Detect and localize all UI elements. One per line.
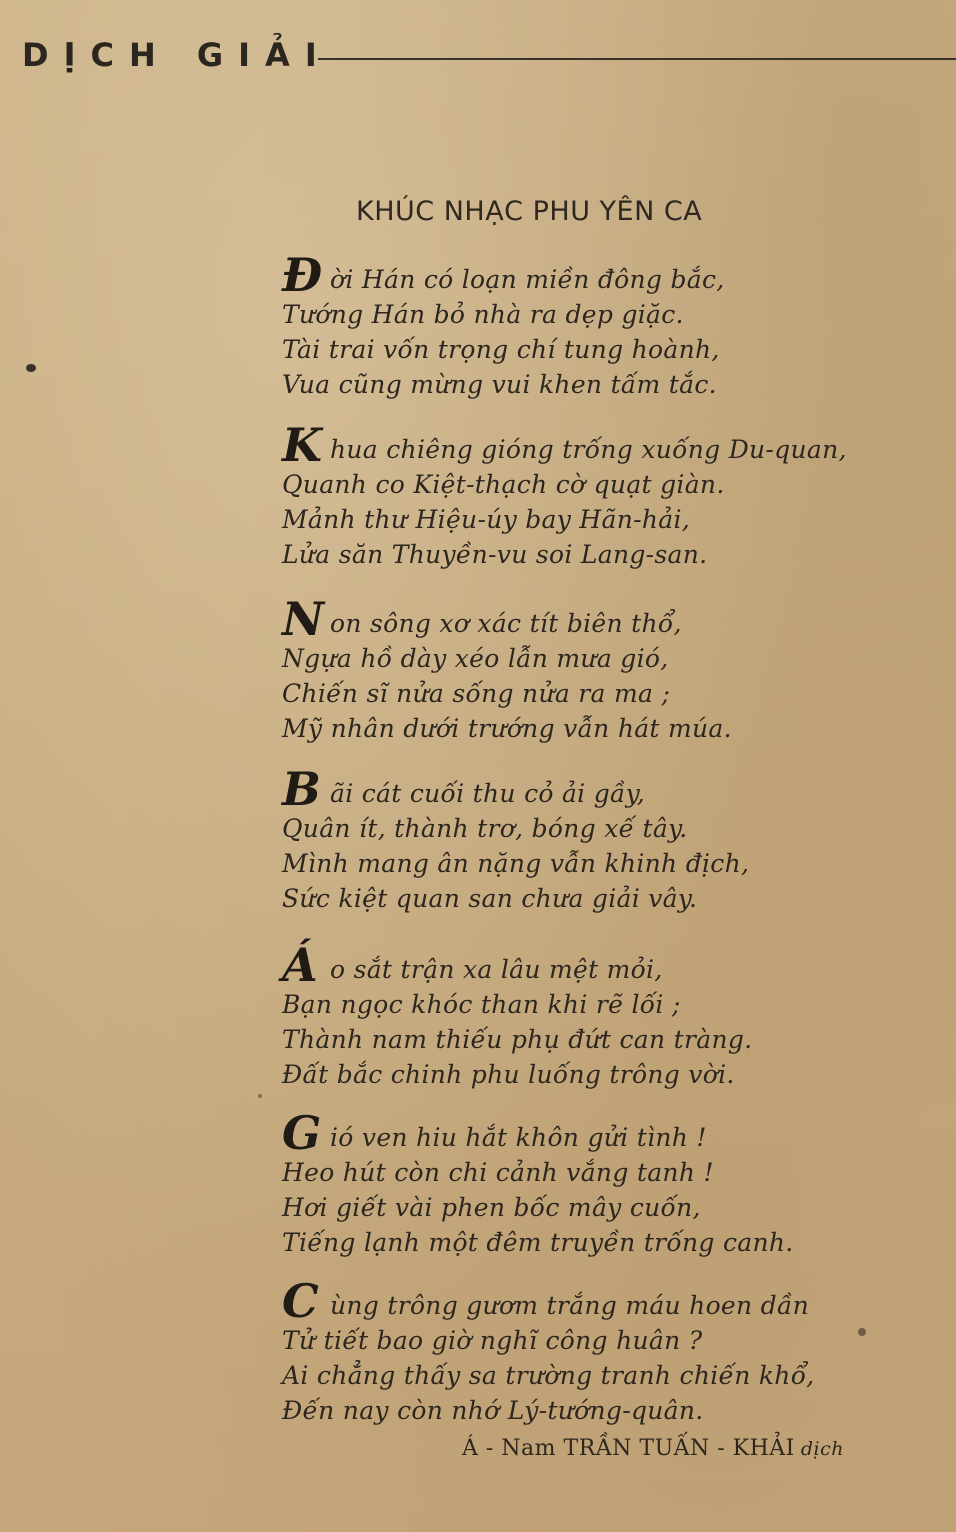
line-text: ió ven hiu hắt khôn gửi tình !	[330, 1123, 707, 1152]
poem-line: Sức kiệt quan san chưa giải vây.	[282, 884, 698, 913]
stanza-1	[282, 248, 922, 402]
line-text: ùng trông gươm trắng máu hoen dần	[330, 1291, 809, 1320]
poem-line	[282, 762, 922, 816]
poem-line	[282, 1274, 922, 1328]
poem-line: Quanh co Kiệt-thạch cờ quạt giàn.	[282, 470, 725, 499]
stanza-2	[282, 418, 922, 572]
translator-suffix: dịch	[800, 1438, 844, 1460]
stanza-5	[282, 938, 922, 1092]
poem-line	[282, 248, 922, 302]
poem-line: Quân ít, thành trơ, bóng xế tây.	[282, 814, 688, 843]
poem-line: Mình mang ân nặng vẫn khinh địch,	[282, 849, 750, 878]
stanza-3	[282, 592, 922, 746]
poem-line: Mỹ nhân dưới trướng vẫn hát múa.	[282, 714, 732, 743]
drop-cap: C	[282, 1274, 319, 1328]
drop-cap: G	[282, 1106, 322, 1160]
header-rule	[318, 58, 956, 60]
paper-speck	[858, 1328, 866, 1336]
paper-speck	[26, 364, 36, 372]
poem-line: Tử tiết bao giờ nghĩ công huân ?	[282, 1326, 703, 1355]
poem-line	[282, 592, 922, 646]
line-text: ời Hán có loạn miền đông bắc,	[330, 265, 725, 294]
poem-line: Đất bắc chinh phu luống trông vời.	[282, 1060, 735, 1089]
line-text: hua chiêng gióng trống xuống Du-quan,	[330, 435, 847, 464]
drop-cap: Á	[282, 938, 318, 992]
poem-line: Đến nay còn nhớ Lý-tướng-quân.	[282, 1396, 704, 1425]
drop-cap: B	[282, 762, 322, 816]
poem-line: Vua cũng mừng vui khen tấm tắc.	[282, 370, 717, 399]
paper-speck	[258, 1094, 262, 1098]
drop-cap: N	[282, 592, 325, 646]
stanza-6	[282, 1106, 922, 1260]
poem-line: Tài trai vốn trọng chí tung hoành,	[282, 335, 720, 364]
line-text: o sắt trận xa lâu mệt mỏi,	[330, 955, 663, 984]
poem-line: Tiếng lạnh một đêm truyền trống canh.	[282, 1228, 794, 1257]
translator-signature	[462, 1436, 844, 1461]
stanza-4	[282, 762, 922, 916]
poem-line: Thành nam thiếu phụ đứt can tràng.	[282, 1025, 753, 1054]
poem-line: Ngựa hồ dày xéo lẫn mưa gió,	[282, 644, 669, 673]
line-text: ãi cát cuối thu cỏ ải gầy,	[330, 779, 646, 808]
section-title: DỊCH GIẢI	[22, 36, 332, 74]
poem-line: Bạn ngọc khóc than khi rẽ lối ;	[282, 990, 681, 1019]
poem-line	[282, 418, 922, 472]
poem-line: Ai chẳng thấy sa trường tranh chiến khổ,	[282, 1361, 815, 1390]
stanza-7	[282, 1274, 922, 1428]
poem-line: Mảnh thư Hiệu-úy bay Hãn-hải,	[282, 505, 691, 534]
line-text: on sông xơ xác tít biên thổ,	[330, 609, 682, 638]
poem-line	[282, 1106, 922, 1160]
poem-line: Hơi giết vài phen bốc mây cuốn,	[282, 1193, 701, 1222]
poem-title: KHÚC NHẠC PHU YÊN CA	[356, 196, 703, 227]
drop-cap: Đ	[282, 248, 323, 302]
poem-line: Tướng Hán bỏ nhà ra dẹp giặc.	[282, 300, 684, 329]
drop-cap: K	[282, 418, 323, 472]
poem-line: Heo hút còn chi cảnh vắng tanh !	[282, 1158, 714, 1187]
poem-line: Chiến sĩ nửa sống nửa ra ma ;	[282, 679, 671, 708]
section-header	[22, 36, 956, 76]
translator-name: Á - Nam TRẦN TUẤN - KHẢI	[462, 1436, 795, 1461]
poem-line: Lửa săn Thuyền-vu soi Lang-san.	[282, 540, 708, 569]
poem-line	[282, 938, 922, 992]
